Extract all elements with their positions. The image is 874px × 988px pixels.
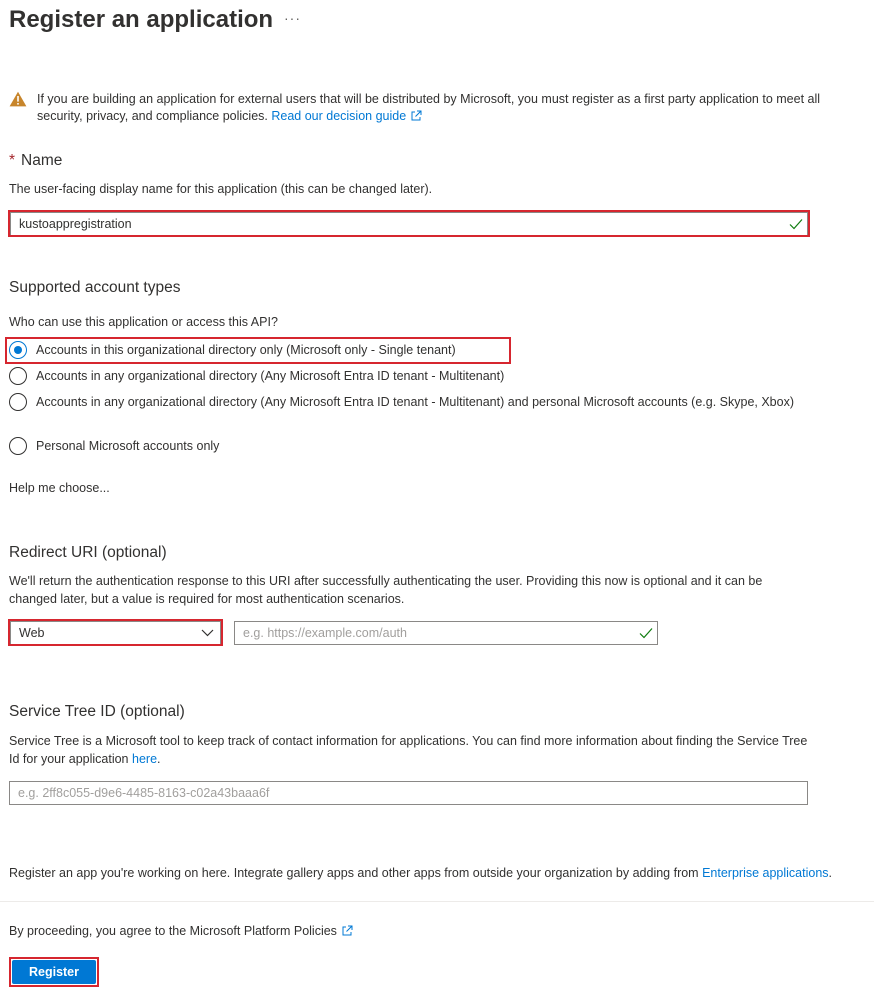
enterprise-applications-link[interactable]: Enterprise applications <box>702 866 829 880</box>
radio-option-personal-only[interactable] <box>9 437 219 455</box>
platform-policies-label: By proceeding, you agree to the Microsoft Platform Policies <box>9 924 337 938</box>
radio-option-single-tenant[interactable] <box>9 341 456 359</box>
help-me-choose-link[interactable]: Help me choose... <box>9 481 110 495</box>
radio-selected-icon[interactable] <box>9 341 27 359</box>
name-heading-label: Name <box>21 152 63 169</box>
radio-label: Accounts in any organizational directory (Any Microsoft Entra ID tenant - Multitenant) and personal Microsoft accounts (e.g. Skype, Xbox) <box>36 395 794 409</box>
redirect-uri-input[interactable] <box>234 621 658 645</box>
service-tree-heading: Service Tree ID (optional) <box>9 703 185 720</box>
warning-icon <box>9 91 27 107</box>
required-marker: * <box>9 152 16 169</box>
register-note-end: . <box>828 866 833 880</box>
external-link-icon <box>341 925 353 937</box>
name-description: The user-facing display name for this application (this can be changed later). <box>9 182 433 196</box>
platform-policies-link[interactable] <box>9 922 353 940</box>
service-tree-id-input[interactable] <box>9 781 808 805</box>
notice-text <box>37 91 827 125</box>
chevron-down-icon <box>201 629 214 637</box>
platform-select-value: Web <box>19 626 45 640</box>
external-link-icon <box>410 110 422 122</box>
notice-body: If you are building an application for external users that will be distributed by Microsoft, you must register as a first party application to meet all security, privacy, and compliance policies. <box>37 92 821 123</box>
account-types-heading: Supported account types <box>9 279 181 296</box>
account-types-question: Who can use this application or access this API? <box>9 315 278 329</box>
service-tree-text: Service Tree is a Microsoft tool to keep track of contact information for applications. You can find more information about finding the Service Tree Id for your application <box>9 734 808 766</box>
register-button[interactable]: Register <box>12 960 96 984</box>
service-tree-trailing: . <box>157 752 161 766</box>
radio-label: Accounts in this organizational directory only (Microsoft only - Single tenant) <box>36 343 456 357</box>
radio-unselected-icon[interactable] <box>9 437 27 455</box>
decision-guide-link[interactable] <box>271 109 422 123</box>
redirect-description: We'll return the authentication response to this URI after successfully authenticating the user. Providing this now is optional and it can be changed later, but a value is required for most authentication scenarios. <box>9 574 763 606</box>
checkmark-icon <box>639 627 653 639</box>
name-input[interactable] <box>10 212 808 236</box>
name-heading <box>9 151 62 171</box>
radio-label: Personal Microsoft accounts only <box>36 439 220 453</box>
decision-guide-link-label: Read our decision guide <box>271 109 407 123</box>
radio-option-multitenant[interactable] <box>9 367 504 385</box>
service-tree-here-link[interactable]: here <box>132 752 158 766</box>
checkmark-icon <box>789 218 803 230</box>
radio-unselected-icon[interactable] <box>9 393 27 411</box>
register-note-text: Register an app you're working on here. Integrate gallery apps and other apps from outside your organization by adding from <box>9 866 703 880</box>
register-note <box>9 864 874 882</box>
radio-unselected-icon[interactable] <box>9 367 27 385</box>
divider <box>0 901 874 902</box>
page-title: Register an application <box>9 6 274 33</box>
service-tree-description <box>9 732 809 768</box>
radio-option-multitenant-personal[interactable] <box>9 393 799 411</box>
redirect-heading: Redirect URI (optional) <box>9 544 167 561</box>
platform-select[interactable] <box>10 621 221 645</box>
more-options-icon[interactable]: ··· <box>284 10 301 26</box>
radio-label: Accounts in any organizational directory (Any Microsoft Entra ID tenant - Multitenant) <box>36 369 505 383</box>
